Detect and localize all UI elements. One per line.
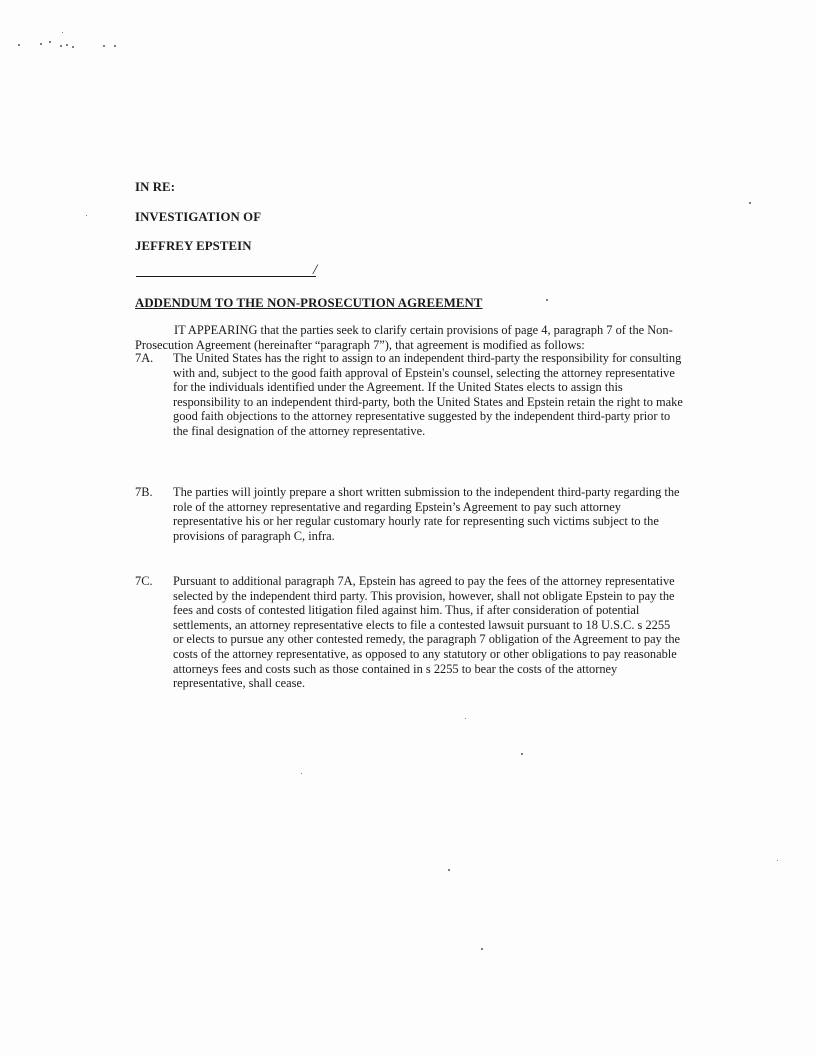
scan-speck [301,773,302,774]
scan-speck [18,44,20,46]
caption-in-re: IN RE: [135,180,176,194]
intro-paragraph: IT APPEARING that the parties seek to clarify certain provisions of page 4, paragraph 7 of the Non-Prosecution Agreement (hereinafter “paragraph 7”), that agreement is modified as follows: [135,323,673,352]
scan-speck [465,718,466,719]
paragraph-number: 7C. [135,574,153,588]
caption-rule [136,276,316,277]
scan-speck [72,46,74,48]
scan-speck [103,45,105,47]
scan-speck [49,41,51,43]
paragraph-number: 7A. [135,351,154,365]
paragraph-number: 7B. [135,485,153,499]
paragraph-text: Pursuant to additional paragraph 7A, Epstein has agreed to pay the fees of the attorney representative selected by the independent third party. This provision, however, shall not obligate Epstein to pay the fees and costs of contested litigation filed against him. Thus, if after consideration of potential settlements, an attorney representative elects to file a contested lawsuit pursuant to 18 U.S.C. s 2255 or elects to pursue any other contested remedy, the paragraph 7 obligation of the Agreement to pay the costs of the attorney representative, as opposed to any statutory or other obligations to pay reasonable attorneys fees and costs such as those contained in s 2255 to bear the costs of the attorney representative, shall cease. [173,574,681,691]
paragraph-text: The parties will jointly prepare a short written submission to the independent third-party regarding the role of the attorney representative and regarding Epstein’s Agreement to pay such attorney representative his or her regular customary hourly rate for representing such victims subject to the provisions of paragraph C, infra. [173,485,680,543]
scan-speck [66,44,68,46]
paragraph-text: The United States has the right to assign to an independent third-party the responsibility for consulting with and, subject to the good faith approval of Epstein's counsel, selecting the attorney representative for the individuals identified under the Agreement. If the United States elects to assign this responsibility to an independent third-party, both the United States and Epstein retain the right to make good faith objections to the attorney representative suggested by the independent third-party prior to the final designation of the attorney representative. [173,351,683,438]
scan-speck [86,215,87,216]
caption-investigation: INVESTIGATION OF [135,210,262,224]
scan-speck [448,869,450,871]
scan-speck [40,43,42,45]
scan-speck [62,32,63,33]
caption-name: JEFFREY EPSTEIN [135,239,252,253]
scan-speck [60,45,62,47]
scan-speck [749,202,751,204]
scan-speck [114,45,116,47]
scan-speck [546,299,548,301]
scan-speck [521,753,523,755]
scan-speck [481,948,483,950]
caption-slash: / [313,262,318,278]
document-heading: ADDENDUM TO THE NON-PROSECUTION AGREEMENT [135,296,483,310]
scan-speck [777,860,778,861]
